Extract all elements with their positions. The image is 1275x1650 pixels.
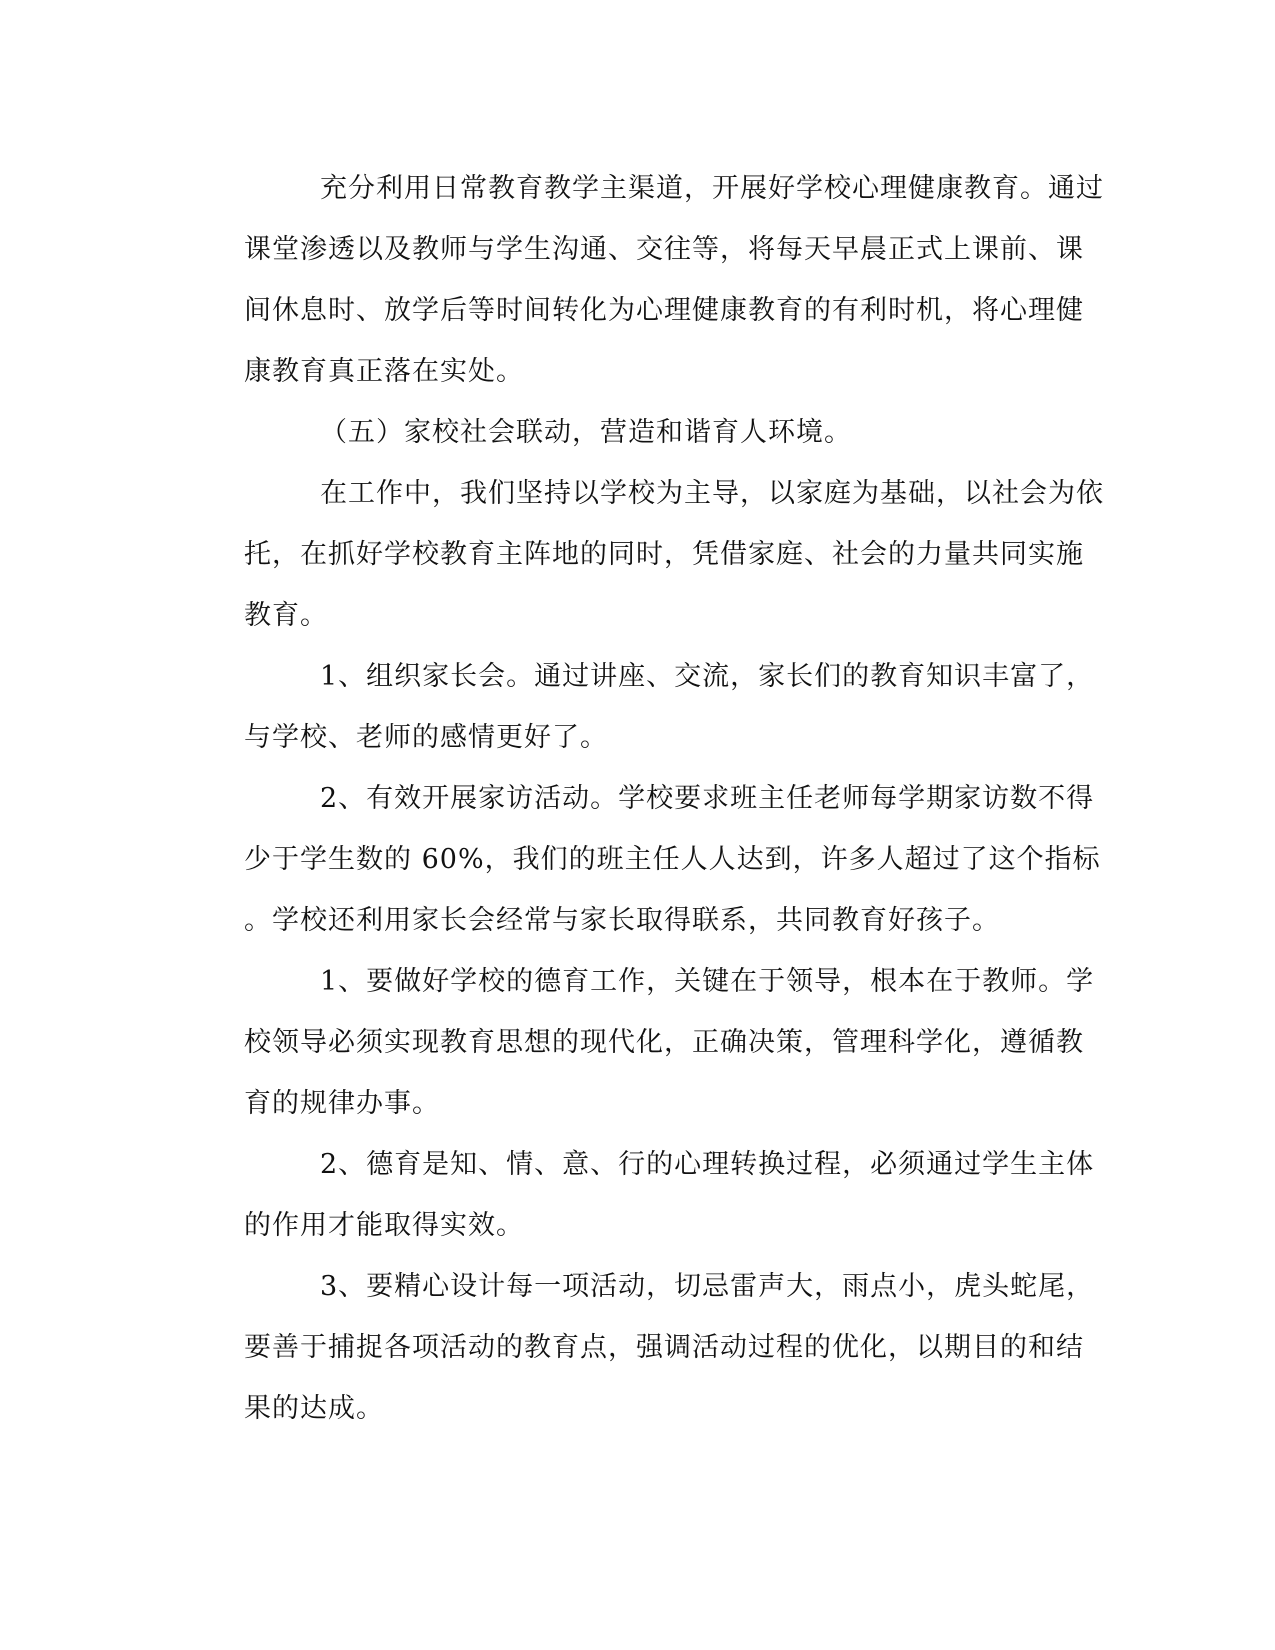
text-line: 果的达成。: [244, 1393, 384, 1424]
text-line: 1、组织家长会。通过讲座、交流，家长们的教育知识丰富了，: [320, 661, 1095, 692]
text-line: 要善于捕捉各项活动的教育点，强调活动过程的优化，以期目的和结: [244, 1332, 1084, 1363]
text-line: 少于学生数的 60%，我们的班主任人人达到，许多人超过了这个指标: [244, 844, 1101, 875]
paragraph-home-school: [190, 463, 1104, 646]
text-line: 2、有效开展家访活动。学校要求班主任老师每学期家访数不得: [320, 783, 1095, 814]
text-line: 在工作中，我们坚持以学校为主导，以家庭为基础，以社会为依: [320, 478, 1104, 509]
list-item-moral-education: [190, 1134, 1095, 1256]
list-item-activity-design: [190, 1256, 1095, 1439]
text-line: 充分利用日常教育教学主渠道，开展好学校心理健康教育。通过: [320, 173, 1104, 204]
text-line: 康教育真正落在实处。: [244, 356, 524, 387]
list-item-parent-meeting: [190, 646, 1095, 768]
section-heading-five: [190, 402, 1085, 463]
paragraph-mental-health: [190, 158, 1104, 402]
list-item-leadership: [190, 951, 1095, 1134]
text-line: 间休息时、放学后等时间转化为心理健康教育的有利时机，将心理健: [244, 295, 1084, 326]
text-line: 校领导必须实现教育思想的现代化，正确决策，管理科学化，遵循教: [244, 1027, 1084, 1058]
text-line: 。学校还利用家长会经常与家长取得联系，共同教育好孩子。: [244, 905, 1000, 936]
text-line: 3、要精心设计每一项活动，切忌雷声大，雨点小，虎头蛇尾，: [320, 1271, 1095, 1302]
text-line: 的作用才能取得实效。: [244, 1210, 524, 1241]
section-heading-text: （五）家校社会联动，营造和谐育人环境。: [320, 417, 852, 448]
text-line: 育的规律办事。: [244, 1088, 440, 1119]
text-line: 2、德育是知、情、意、行的心理转换过程，必须通过学生主体: [320, 1149, 1095, 1180]
document-body: [190, 158, 1104, 1439]
text-line: 1、要做好学校的德育工作，关键在于领导，根本在于教师。学: [320, 966, 1095, 997]
text-line: 托，在抓好学校教育主阵地的同时，凭借家庭、社会的力量共同实施: [244, 539, 1084, 570]
text-line: 教育。: [244, 600, 328, 631]
text-line: 课堂渗透以及教师与学生沟通、交往等，将每天早晨正式上课前、课: [244, 234, 1084, 265]
list-item-home-visits: [190, 768, 1101, 951]
text-line: 与学校、老师的感情更好了。: [244, 722, 608, 753]
